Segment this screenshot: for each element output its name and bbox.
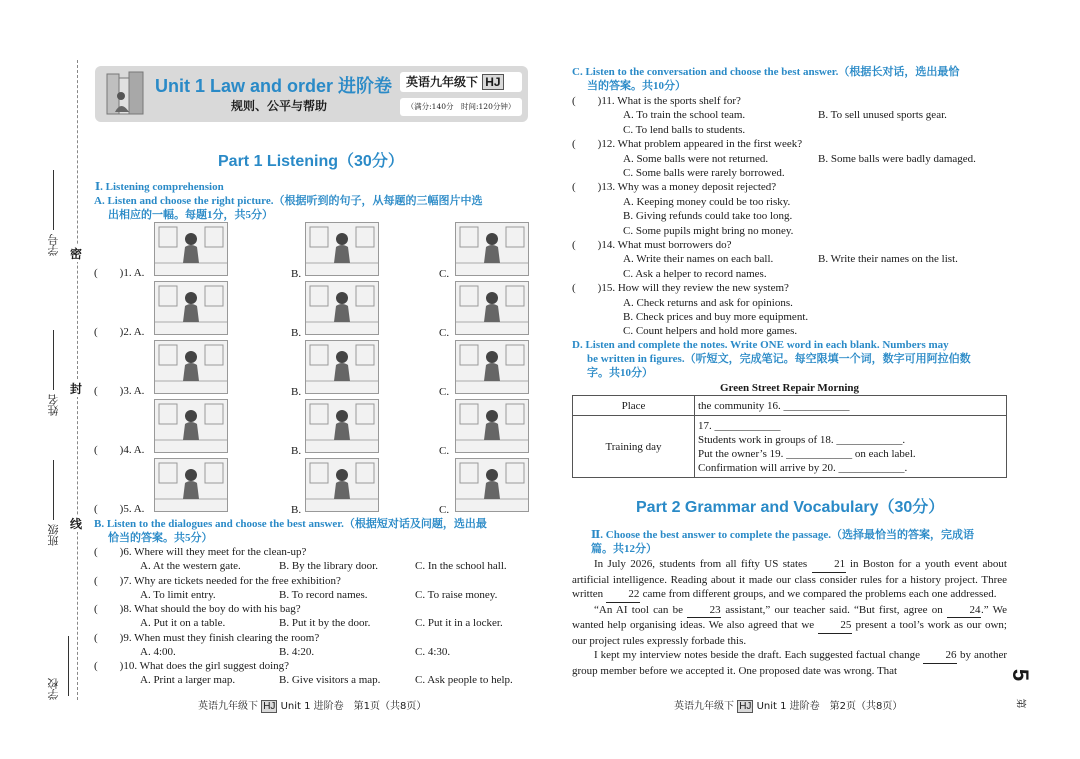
option-a: A. At the western gate. [140,560,241,572]
part1-title: Part 1 Listening（30分） [218,153,404,170]
blank-26[interactable]: 26 [923,648,957,664]
boy-tying-shoe-icon[interactable] [154,281,228,335]
option: B. Write their names on the list. [818,253,958,266]
footer-right: 英语九年级下 HJ Unit 1 进阶卷 第2页（共8页） [674,701,903,712]
option-c-label: C. [439,386,450,398]
name-field: 姓名 [46,330,62,416]
option-b-label: B. [291,504,302,516]
conversation-question-12: ( )12. What problem appeared in the first week? [572,138,803,151]
part2-title: Part 2 Grammar and Vocabulary（30分） [636,499,945,516]
boy-on-bike-icon[interactable] [154,340,228,394]
option-b: B. By the library door. [279,560,378,572]
option-c-label: C. [439,268,450,280]
picture-question-1: ( )1. A. [94,267,145,279]
picture-question-4: ( )4. A. [94,444,145,456]
seal-mark-mi: 密 [70,247,83,261]
student-id-field: 学号 [46,170,62,256]
footer-left: 英语九年级下 HJ Unit 1 进阶卷 第1页（共8页） [198,701,427,712]
blank-22[interactable]: 22 [606,587,640,603]
sectionA-heading-2: 出相应的一幅。每题1分，共5分） [108,209,273,221]
school-field: 学校 [46,620,75,700]
option: C. Ask a helper to record names. [623,267,767,280]
picture-question-5: ( )5. A. [94,503,145,515]
option-a: A. Print a larger map. [140,674,236,686]
blank-24[interactable]: 24 [947,603,981,619]
option: B. Some balls were badly damaged. [818,152,976,165]
sectionD-heading-3: 字。共10分） [587,367,653,379]
blank-21[interactable]: 21 [812,557,846,573]
dialogue-question-9: ( )9. When must they finish clearing the room? [94,631,320,644]
sectionB-heading-2: 恰当的答案。共5分） [108,532,213,544]
sectionII-heading: Ⅱ. Choose the best answer to complete the passage.（选择最恰当的答案，完成语 [591,529,975,541]
notes-table-title: Green Street Repair Morning [719,382,859,394]
dialogue-question-8: ( )8. What should the boy do with his bag? [94,603,301,615]
option-b: B. To record names. [279,588,368,601]
sectionC-heading: C. Listen to the conversation and choose the best answer.（根据长对话，选出最恰 [572,66,960,78]
option: B. Check prices and buy more equipment. [623,311,809,323]
blank-17[interactable]: 17. ____________ [698,419,781,432]
option-b-label: B. [291,268,302,280]
option: C. Some balls were rarely borrowed. [623,167,785,179]
girl-hugging-dog-icon[interactable] [455,399,529,453]
unit-title: Unit 1 Law and order 进阶卷 [155,76,393,96]
sectionA-heading: A. Listen and choose the right picture.（根据听到的句子，从每题的三幅图片中选 [94,195,483,207]
train-interior-icon[interactable] [305,222,379,276]
dialogue-question-6: ( )6. Where will they meet for the clean-up? [94,546,307,558]
notes-table [572,395,1007,478]
conversation-question-14: ( )14. What must borrowers do? [572,239,732,251]
student-at-desk-icon[interactable] [455,281,529,335]
option: A. To train the school team. [623,109,746,122]
grade-label: 英语九年级下 HJ [400,72,522,92]
man-fixing-bike-icon[interactable] [455,340,529,394]
option: B. To sell unused sports gear. [818,109,947,122]
option: C. To lend balls to students. [623,123,746,136]
option-c: C. Ask people to help. [415,674,513,686]
option-a: A. Put it on a table. [140,617,226,629]
boy-at-counter-icon[interactable] [305,281,379,335]
sectionB-heading: B. Listen to the dialogues and choose the best answer.（根据短对话及问题，选出最 [94,518,487,530]
training-values [695,416,1007,478]
dialogue-question-7: ( )7. Why are tickets needed for the free exhibition? [94,574,341,587]
girl-reading-icon[interactable] [154,458,228,512]
dialogue-question-10: ( )10. What does the girl suggest doing? [94,660,290,672]
seal-mark-xian: 线 [70,517,83,531]
sectionII-heading-2: 篇。共12分） [591,543,657,555]
boy-riding-bike-icon[interactable] [305,340,379,394]
section1-heading: Ⅰ. Listening comprehension [95,181,224,193]
option: C. Some pupils might bring no money. [623,224,794,237]
sectionD-heading: D. Listen and complete the notes. Write ONE word in each blank. Numbers may [572,339,949,351]
option: B. Giving refunds could take too long. [623,210,793,223]
option-b: B. Put it by the door. [279,617,371,629]
conversation-question-15: ( )15. How will they review the new system? [572,282,789,295]
conversation-question-13: ( )13. Why was a money deposit rejected? [572,181,777,194]
picture-question-3: ( )3. A. [94,385,145,397]
option-b-label: B. [291,445,302,457]
girl-with-tablet-icon[interactable] [455,458,529,512]
unit-subtitle: 规则、公平与帮助 [231,99,328,113]
blank-23[interactable]: 23 [687,603,721,619]
option: A. Check returns and ask for opinions. [623,296,793,309]
man-throwing-ball-icon[interactable] [154,399,228,453]
option-c-label: C. [439,327,450,339]
man-walking-dog-icon[interactable] [305,399,379,453]
option-c: C. 4:30. [415,645,451,658]
sectionD-heading-2: be written in figures.（听短文，完成笔记。每空限填一个词，数字可用阿拉伯数 [587,353,971,365]
train-door-icon[interactable] [455,222,529,276]
conversation-question-11: ( )11. What is the sports shelf for? [572,95,741,107]
girl-on-bus-icon[interactable] [154,222,228,276]
boy-on-laptop-icon[interactable] [305,458,379,512]
option: A. Write their names on each ball. [623,253,774,266]
option: A. Keeping money could be too risky. [623,195,791,208]
picture-question-2: ( )2. A. [94,326,145,338]
option-b-label: B. [291,386,302,398]
blank-25[interactable]: 25 [818,618,852,634]
book-reader-icon [103,68,149,118]
grammar-passage: In July 2026, students from all fifty US states 21 in Boston for a youth event about artificial intelligence. Reading about it made our class consider rules for a history project. Three written 22 came from different groups, and we compared the problems each one addressed. “An AI tool can be 23 assistant,” our teacher said. “But first, agree on 24.” We wanted help organising ideas. We also agreed that we 25 present a tool’s work as our own; our project rules expressly forbade this. I kept my interview notes beside the draft. Each suggested factual change 26 by another group member before we accepted it. One proposed date was wrong. That [572,558,1008,677]
seal-mark-feng: 封 [70,382,83,396]
side-label: 第 [1014,698,1026,709]
option: A. Some balls were not returned. [623,152,769,165]
side-page-number: 5 [1008,668,1034,682]
place-value: the community 16. ____________ [695,396,1007,416]
option-a: A. 4:00. [140,645,176,658]
option-c-label: C. [439,445,450,457]
blank-20[interactable]: Confirmation will arrive by 20. ____________. [698,461,908,474]
score-info: （满分:140分 时间:120分钟） [400,98,522,116]
class-field: 班级 [46,460,62,546]
option-c: C. In the school hall. [415,560,507,572]
option-c-label: C. [439,504,450,516]
option-c: C. To raise money. [415,588,498,601]
option-a: A. To limit entry. [140,588,216,601]
binding-strip [44,60,84,700]
training-label: Training day [573,416,695,478]
sectionC-heading-2: 当的答案。共10分） [587,80,686,92]
blank-18[interactable]: Students work in groups of 18. ____________. [698,433,906,446]
option-b: B. Give visitors a map. [279,674,381,686]
option: C. Count helpers and hold more games. [623,325,798,338]
place-label: Place [573,396,695,416]
option-b: B. 4:20. [279,645,315,658]
blank-19[interactable]: Put the owner’s 19. ____________ on each label. [698,447,916,460]
hj-badge: HJ [482,74,503,90]
option-c: C. Put it in a locker. [415,617,503,629]
exam-header [95,66,528,122]
option-b-label: B. [291,327,302,339]
